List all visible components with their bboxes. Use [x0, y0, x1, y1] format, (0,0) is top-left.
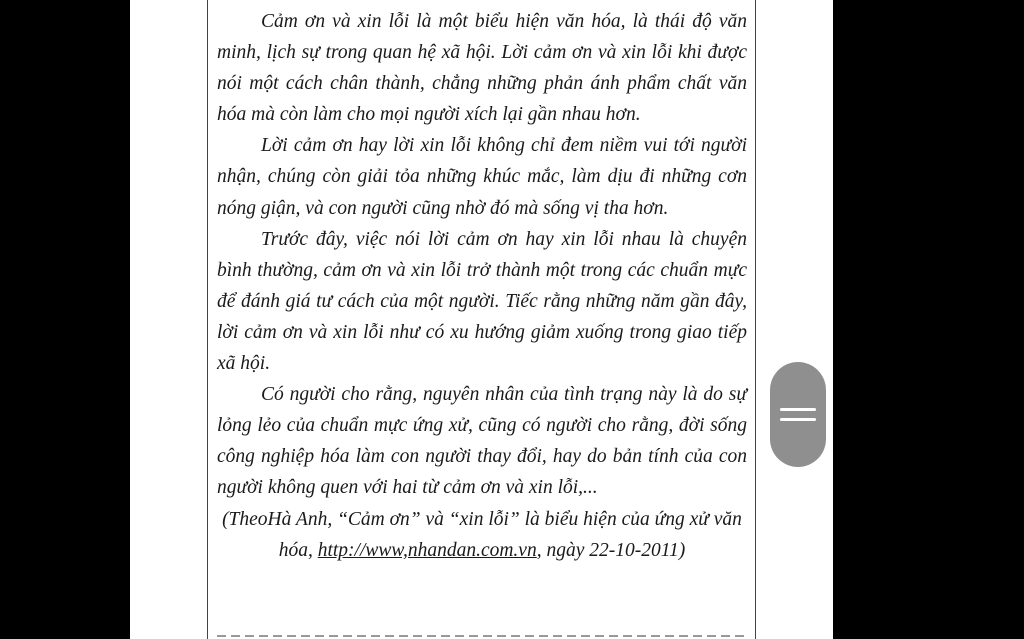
page-border-right — [755, 0, 756, 639]
paragraph-3: Trước đây, việc nói lời cảm ơn hay xin lỗi nhau là chuyện bình thường, cảm ơn và xin lỗi trở thành một trong các chuẩn mực để đánh giá tư cách của một người. Tiếc rằng những năm gần đây, lời cảm ơn và xin lỗi như có xu hướng giảm xuống trong giao tiếp xã hội. — [217, 228, 747, 375]
source-suffix: , ngày 22-10-2011) — [536, 539, 686, 561]
page-border-left — [207, 0, 208, 639]
source-citation — [217, 504, 747, 566]
paragraph-1: Cảm ơn và xin lỗi là một biểu hiện văn hóa, là thái độ văn minh, lịch sự trong quan hệ xã hội. Lời cảm ơn và xin lỗi khi được nói một cách chân thành, chẳng những phản ánh phẩm chất văn hóa mà còn làm cho mọi người xích lại gần nhau hơn. — [217, 11, 747, 126]
document-text — [217, 6, 747, 566]
paragraph-2: Lời cảm ơn hay lời xin lỗi không chỉ đem niềm vui tới người nhận, chúng còn giải tỏa những khúc mắc, làm dịu đi những cơn nóng giận, và con người cũng nhờ đó mà sống vị tha hơn. — [217, 135, 747, 219]
drag-grip-icon-line — [780, 418, 816, 421]
document-page — [130, 0, 833, 639]
source-prefix: (TheoHà Anh, “Cảm ơn” và “xin lỗi” là biểu hiện của ứng xử văn hóa, — [222, 508, 742, 561]
paragraph-4: Có người cho rằng, nguyên nhân của tình trạng này là do sự lỏng lẻo của chuẩn mực ứng xử, cũng có người cho rằng, đời sống công nghiệp hóa làm con người thay đổi, hay do bản tính của con người không quen với hai từ cảm ơn và xin lỗi,... — [217, 384, 747, 499]
cut-off-next-line — [217, 631, 747, 639]
drag-grip-icon — [780, 408, 816, 411]
cut-off-text-fragment — [217, 635, 747, 637]
source-link[interactable]: http://www,nhandan.com.vn — [317, 539, 537, 561]
scroll-handle[interactable] — [770, 362, 826, 467]
